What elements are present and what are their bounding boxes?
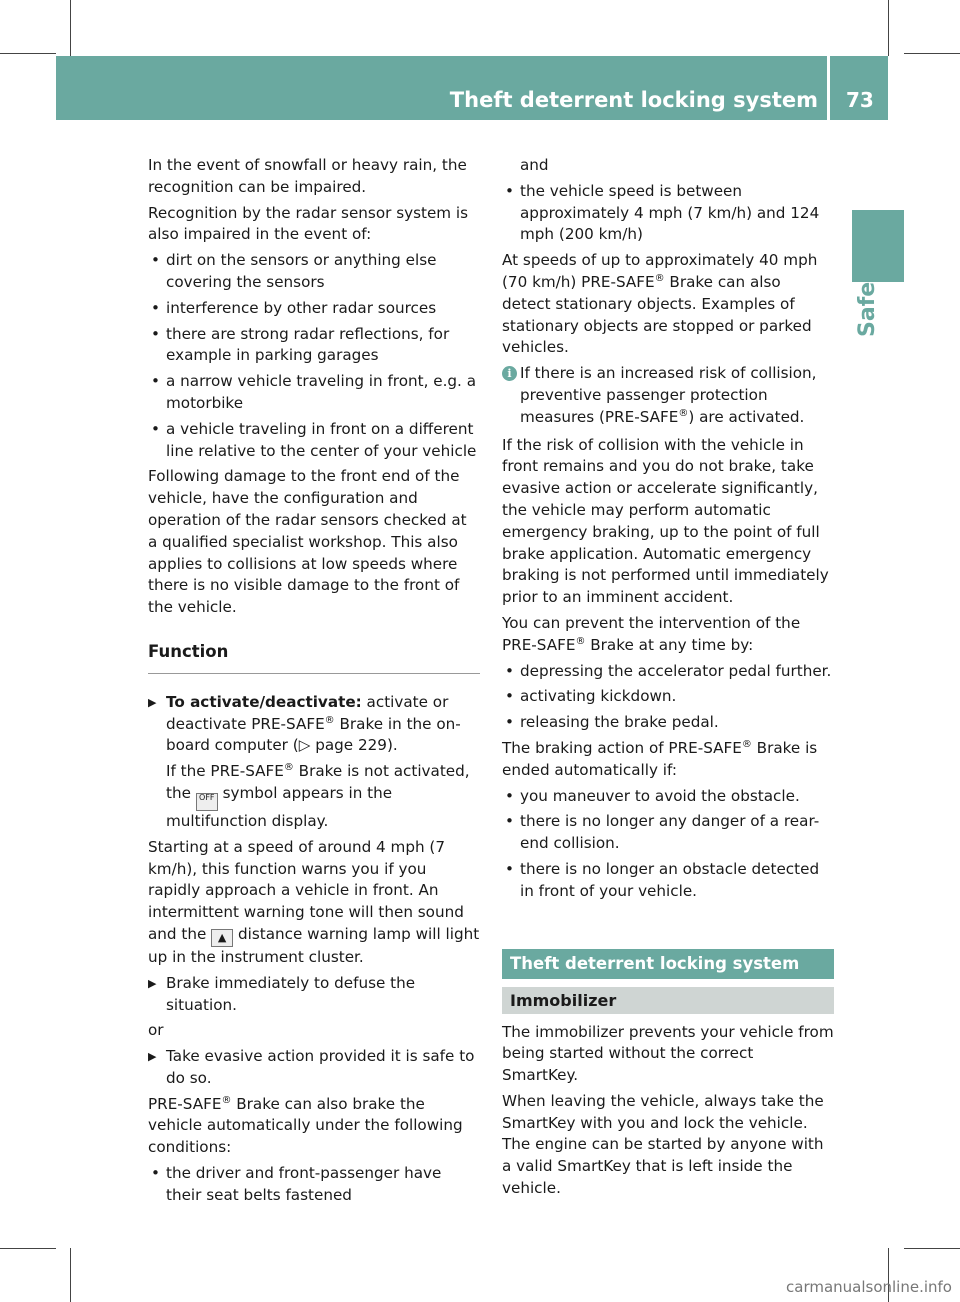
paragraph: Following damage to the front end of the vehicle, have the configuration and operation of the radar sensors checked at a qualified specialist workshop. This also applies to collisions at low speeds where there is no visible damage to the front of the vehicle. xyxy=(148,467,467,617)
list-item: • the vehicle speed is between approximately 4 mph (7 km/h) and 124 mph (200 km/h) xyxy=(502,181,834,246)
page-number: 73 xyxy=(846,88,874,112)
paragraph: Recognition by the radar sensor system is also impaired in the event of: xyxy=(148,203,469,244)
paragraph: The immobilizer prevents your vehicle from being started without the correct SmartKey. xyxy=(502,1022,834,1085)
list-continuation: and xyxy=(520,156,549,174)
crop-mark xyxy=(904,53,960,54)
subsection-heading-immobilizer: Immobilizer xyxy=(502,987,834,1014)
instruction-step: ▶ Brake immediately to defuse the situation. xyxy=(148,973,480,1017)
right-column xyxy=(502,155,834,1204)
paragraph: or xyxy=(148,1021,164,1040)
page-reference-arrow-icon: ▷ xyxy=(298,736,311,755)
list-item: • there is no longer an obstacle detected in front of your vehicle. xyxy=(502,859,834,903)
distance-warning-lamp-icon: ▲ xyxy=(211,929,233,947)
paragraph: At speeds of up to approximately 40 mph (70 km/h) PRE-SAFE® Brake can also detect stationary objects. Examples of stationary objects are stopped or parked vehicles. xyxy=(502,251,818,357)
list-item: • depressing the accelerator pedal further. xyxy=(502,661,834,683)
crop-mark xyxy=(0,1248,56,1249)
step-detail: If the PRE-SAFE® Brake is not activated, the OFF symbol appears in the multifunction display. xyxy=(166,762,470,830)
list-item: • the driver and front-passenger have their seat belts fastened xyxy=(148,1163,480,1207)
crop-mark xyxy=(70,1248,71,1302)
paragraph: You can prevent the intervention of the PRE-SAFE® Brake at any time by: xyxy=(502,613,801,654)
crop-mark xyxy=(70,0,71,56)
section-heading-function: Function xyxy=(148,641,480,674)
paragraph: Starting at a speed of around 4 mph (7 km/h), this function warns you if you rapidly approach a vehicle in front. An intermittent warning tone will then sound and the ▲ distance warning lamp will light up in the instrument cluster. xyxy=(148,837,480,966)
list-item: • there are strong radar reflections, for example in parking garages xyxy=(148,324,480,368)
paragraph: The braking action of PRE-SAFE® Brake is ended automatically if: xyxy=(502,738,818,779)
section-heading-theft-deterrent: Theft deterrent locking system xyxy=(502,949,834,979)
chapter-label: Safety xyxy=(855,256,880,337)
crop-mark xyxy=(888,0,889,56)
header-separator xyxy=(827,56,830,120)
crop-mark xyxy=(904,1248,960,1249)
info-icon: i xyxy=(502,366,517,381)
list-item: • you maneuver to avoid the obstacle. xyxy=(502,786,834,808)
list-item: • a narrow vehicle traveling in front, e.g. a motorbike xyxy=(148,371,480,415)
step-label: To activate/deactivate: xyxy=(166,692,362,711)
instruction-step: ▶ Take evasive action provided it is safe to do so. xyxy=(148,1046,480,1090)
paragraph: When leaving the vehicle, always take the SmartKey with you and lock the vehicle. The engine can be started by anyone with a valid SmartKey that is left inside the vehicle. xyxy=(502,1091,824,1198)
presafe-off-icon: OFF xyxy=(196,793,218,811)
left-column xyxy=(148,155,480,1211)
paragraph: PRE-SAFE® Brake can also brake the vehicle automatically under the following conditions: xyxy=(148,1094,463,1157)
paragraph: If the risk of collision with the vehicle in front remains and you do not brake, take evasive action or accelerate significantly, the vehicle may perform automatic emergency braking, up to the point of full brake application. Automatic emergency braking is not performed until immediately prior to an imminent accident. xyxy=(502,435,829,607)
list-item: • releasing the brake pedal. xyxy=(502,712,834,734)
crop-mark xyxy=(0,53,56,54)
list-item: • dirt on the sensors or anything else covering the sensors xyxy=(148,250,480,294)
page-title: Theft deterrent locking system xyxy=(449,88,818,112)
instruction-step: ▶ To activate/deactivate: activate or deactivate PRE-SAFE® Brake in the on-board computer (▷ page 229). xyxy=(148,692,480,757)
list-item: • interference by other radar sources xyxy=(148,298,480,320)
list-item: • activating kickdown. xyxy=(502,686,834,708)
list-item: • there is no longer any danger of a rear-end collision. xyxy=(502,811,834,855)
list-item: • a vehicle traveling in front on a different line relative to the center of your vehicle xyxy=(148,419,480,463)
info-note: i If there is an increased risk of collision, preventive passenger protection measures (PRE-SAFE®) are activated. xyxy=(502,363,834,428)
footer-watermark: carmanualsonline.info xyxy=(786,1278,952,1296)
paragraph: In the event of snowfall or heavy rain, the recognition can be impaired. xyxy=(148,156,467,196)
